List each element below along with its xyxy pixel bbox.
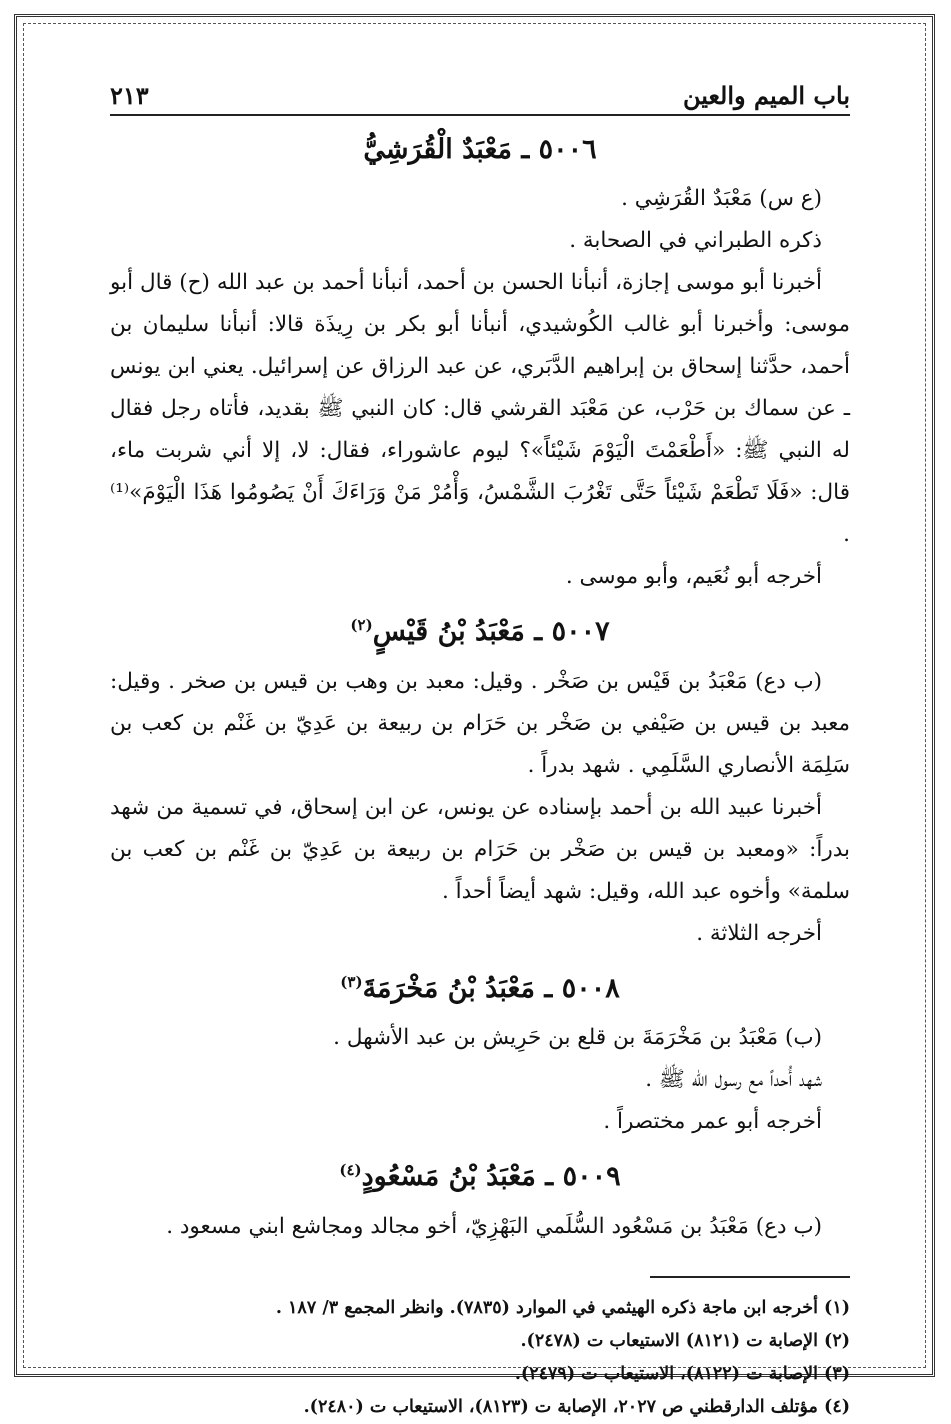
entry-5007 (110, 616, 850, 954)
entry-5009 (110, 1161, 850, 1247)
entry-5008 (110, 973, 850, 1143)
entry-title-text: ٥٠٠٩ ـ مَعْبَدُ بْنُ مَسْعُودٍ (361, 1161, 621, 1193)
page-number: ٢١٣ (110, 81, 149, 110)
entry-paragraph: أخرجه أبو نُعَيم، وأبو موسى . (565, 564, 822, 590)
entry-paragraph: (ع س) مَعْبَدٌ القُرَشِي . (621, 186, 822, 212)
entry-title-text: ٥٠٠٦ ـ مَعْبَدٌ الْقُرَشِيُّ (363, 134, 597, 165)
entry-title (110, 616, 850, 648)
entry-paragraph: (ب دع) مَعْبَدُ بن قَيْس بن صَخْر . وقيل: معبد بن وهب بن قيس بن صخر . وقيل: معبد بن قيس بن صَيْفي بن صَخْر بن حَرَام بن ربيعة بن عَدِيّ بن غَنْم بن كعب بن سَلِمَة الأنصاري السَّلَمِي . شهد بدراً . (110, 668, 850, 778)
footnotes (110, 1292, 850, 1424)
entry-title (110, 134, 850, 166)
entry-paragraph: أخبرنا أبو موسى إجازة، أنبأنا الحسن بن أحمد، أنبأنا أحمد بن عبد الله (ح) قال أبو موسى: وأخبرنا أبو غالب الكُوشيدي، أنبأنا أبو بكر بن رِيذَة قالا: أنبأنا سليمان بن أحمد، حدَّثنا إسحاق بن إبراهيم الدَّبَري، عن عبد الرزاق عن إسرائيل. يعني ابن يونس ـ عن سماك بن حَرْب، عن مَعْبَد القرشي قال: كان النبي ﷺ بقديد، فأتاه رجل فقال له النبي ﷺ: «أَطْعَمْتَ الْيَوْمَ شَيْئاً»؟ ليوم عاشوراء، فقال: لا، إلا أني شربت ماء، قال: «فَلَا تَطْعَمْ شَيْئاً حَتَّى تَغْرُبَ الشَّمْسُ، وَأْمُرْ مَنْ وَرَاءَكَ أَنْ يَصُومُوا هَذَا الْيَوْمَ»⁽¹⁾ . (110, 270, 850, 548)
footnote: (١) أخرجه ابن ماجة ذكره الهيثمي في الموارد (٧٨٣٥). وانظر المجمع ٣/ ١٨٧ . (275, 1297, 850, 1318)
entry-paragraph: أخبرنا عبيد الله بن أحمد بإسناده عن يونس، عن ابن إسحاق، في تسمية من شهد بدراً: «ومعبد بن قيس بن صَخْر بن حَرَام بن ربيعة بن عَدِيّ بن غَنْم بن كعب بن سلمة» وأخوه عبد الله، وقيل: شهد أيضاً أحداً . (110, 794, 850, 904)
footnote-ref: (٤) (339, 1161, 362, 1180)
footnote: (٢) الإصابة ت (٨١٢١) الاستيعاب ت (٢٤٧٨). (520, 1330, 850, 1351)
entry-title-text: ٥٠٠٨ ـ مَعْبَدُ بْنُ مَخْرَمَةَ (362, 972, 620, 1004)
entry-paragraph: (ب دع) مَعْبَدُ بن مَسْعُود السُّلَمي البَهْزِيّ، أخو مجالد ومجاشع ابني مسعود . (166, 1213, 822, 1239)
running-header (110, 70, 850, 116)
entry-5006 (110, 134, 850, 598)
page-content (110, 70, 850, 1424)
footnote: (٤) مؤتلف الدارقطني ص ٢٠٢٧، الإصابة ت (٨١٢٣)، الاستيعاب ت (٢٤٨٠). (303, 1396, 850, 1417)
footnote-ref: (٢) (350, 616, 373, 635)
entry-paragraph: (ب) مَعْبَدُ بن مَخْرَمَةَ بن قلع بن حَرِيش بن عبد الأشهل . (333, 1025, 822, 1051)
entry-paragraph: أخرجه الثلاثة . (696, 920, 822, 946)
entry-title (110, 973, 850, 1005)
entry-paragraph: شهد أُحداً مع رسول الله ﷺ . (645, 1067, 822, 1093)
footnote-ref: (٣) (340, 972, 363, 991)
entry-paragraph: أخرجه أبو عمر مختصراً . (603, 1109, 822, 1135)
footnote-divider (650, 1276, 850, 1278)
entry-title-text: ٥٠٠٧ ـ مَعْبَدُ بْنُ قَيْسٍ (372, 616, 610, 648)
chapter-title: باب الميم والعين (682, 81, 850, 110)
entry-paragraph: ذكره الطبراني في الصحابة . (569, 228, 822, 254)
footnote: (٣) الإصابة ت (٨١٢٢)، الاستيعاب ت (٢٤٧٩). (514, 1363, 850, 1384)
entry-title (110, 1161, 850, 1193)
